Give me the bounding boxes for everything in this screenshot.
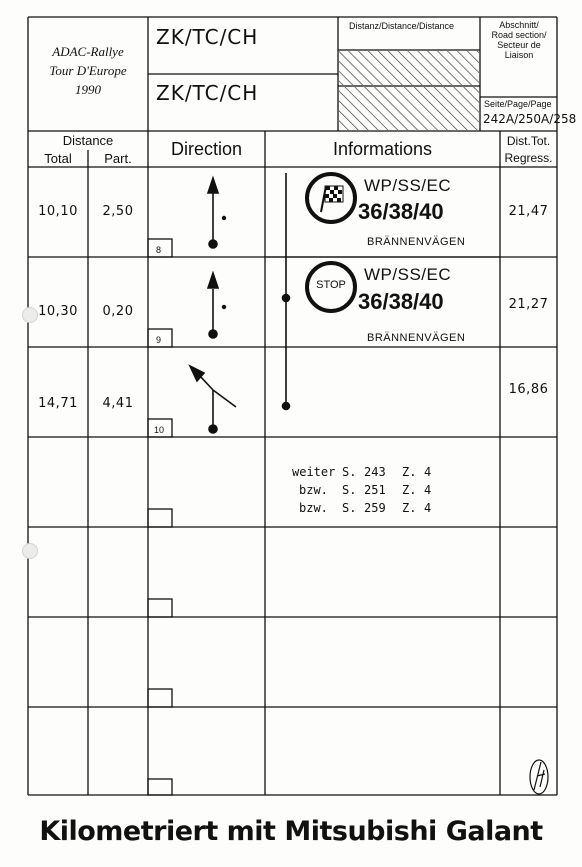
ref-1-word: weiter [292, 465, 336, 479]
row-2-regress: 21,27 [508, 297, 549, 312]
ref-2-line: 4 [424, 483, 432, 497]
page-reference-2 [292, 481, 431, 499]
row-3-number: 10 [154, 425, 165, 435]
row-1-wp-label: WP/SS/EC [364, 176, 452, 195]
ref-3-line: 4 [424, 501, 432, 515]
punch-hole-lower [22, 543, 38, 559]
total-header: Total [44, 151, 72, 166]
row-2-wp-number: 36/38/40 [358, 289, 444, 314]
row-1-place: BRÄNNENVÄGEN [367, 236, 466, 248]
distance-header: Distance [62, 133, 114, 148]
ref-2-s: S. [342, 483, 357, 497]
page-reference-3 [292, 499, 431, 517]
ref-2-z: Z. [402, 483, 417, 497]
direction-diagram-row-2 [208, 273, 225, 338]
ref-3-page: 259 [364, 501, 386, 515]
route-line [283, 173, 290, 410]
row-2-wp-label: WP/SS/EC [364, 265, 452, 284]
row-3-regress: 16,86 [508, 382, 549, 397]
regress-label: Regress. [504, 151, 553, 165]
direction-diagram-row-1 [208, 178, 225, 248]
ref-1-s: S. [342, 465, 357, 479]
direction-diagram-row-3 [190, 366, 236, 433]
ref-3-z: Z. [402, 501, 417, 515]
ref-1-line: 4 [424, 465, 432, 479]
section-label [481, 20, 557, 60]
section-label-4: Liaison [504, 50, 534, 60]
distance-hatch-upper [339, 51, 479, 85]
ref-3-s: S. [342, 501, 357, 515]
rally-year: 1990 [75, 82, 101, 97]
stop-sign-text: STOP [316, 279, 346, 291]
ref-1-z: Z. [402, 465, 417, 479]
row-1-total: 10,10 [38, 204, 78, 219]
row-3-partial: 4,41 [102, 396, 134, 411]
page-reference-list [292, 463, 431, 517]
control-label-1: ZK/TC/CH [156, 25, 259, 49]
ref-2-page: 251 [364, 483, 386, 497]
informations-header: Informations [332, 139, 433, 159]
distance-label: Distanz/Distance/Distance [349, 21, 455, 31]
ref-3-word: bzw. [299, 501, 328, 515]
initials-mark [530, 760, 548, 794]
partial-header: Part. [104, 151, 132, 166]
row-1-regress: 21,47 [508, 204, 549, 219]
row-2-place: BRÄNNENVÄGEN [367, 332, 466, 344]
row-1-partial: 2,50 [102, 204, 134, 219]
dist-tot-label: Dist.Tot. [506, 134, 551, 148]
ref-1-page: 243 [364, 465, 386, 479]
row-2-partial: 0,20 [102, 304, 134, 319]
ref-2-word: bzw. [299, 483, 328, 497]
dist-tot-header [500, 133, 557, 167]
footer-sponsor: Kilometriert mit Mitsubishi Galant [39, 816, 543, 847]
checkered-flag-sign [307, 174, 355, 222]
section-label-3: Secteur de [497, 40, 541, 50]
page-reference-1 [292, 463, 431, 481]
distance-hatch-lower [339, 87, 479, 130]
row-1-number: 8 [156, 245, 162, 255]
row-3-total: 14,71 [38, 396, 78, 411]
direction-header: Direction [170, 139, 243, 159]
section-label-2: Road section/ [491, 30, 547, 40]
page-label: Seite/Page/Page [484, 99, 552, 109]
page-value: 242A/250A/258 [483, 112, 577, 126]
row-2-number: 9 [156, 335, 162, 345]
row-2-total: 10,30 [38, 304, 78, 319]
rally-name: ADAC-Rallye [52, 44, 124, 59]
control-label-2: ZK/TC/CH [156, 81, 259, 105]
rally-title [30, 42, 146, 99]
section-label-1: Abschnitt/ [499, 20, 539, 30]
rally-event: Tour D'Europe [49, 63, 127, 78]
row-1-wp-number: 36/38/40 [358, 199, 444, 224]
